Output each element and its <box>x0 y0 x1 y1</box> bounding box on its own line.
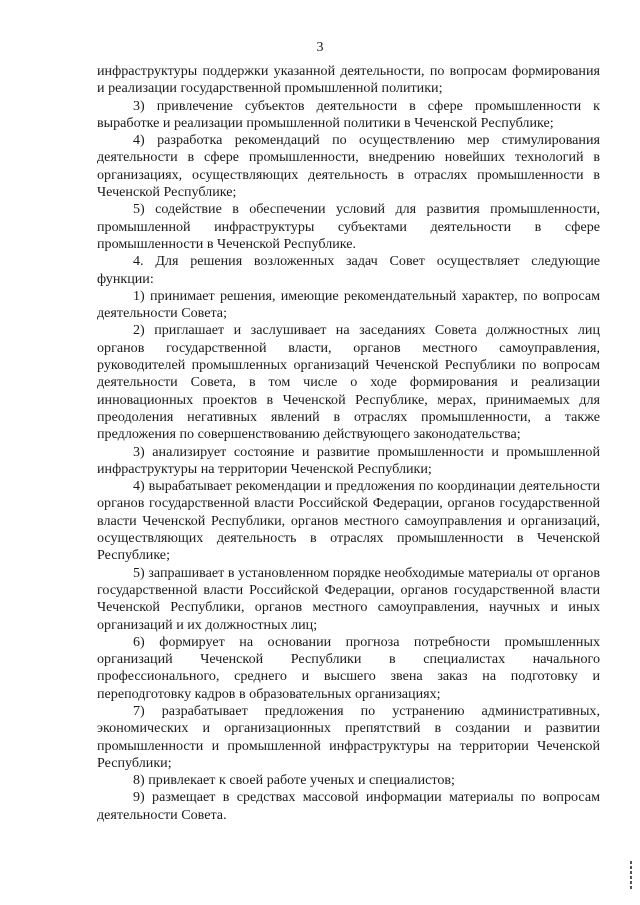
function-item-4: 4) вырабатывает рекомендации и предложения по координации деятельности органов государственной власти Российской Федерации, органов государственной власти Чеченской Республики, органов местного самоуправления и организаций, осуществляющих деятельность в отраслях промышленности в Чеченской Республике; <box>97 478 600 564</box>
paragraph-continuation: инфраструктуры поддержки указанной деятельности, по вопросам формирования и реализации государственной промышленной политики; <box>97 63 600 97</box>
function-item-7: 7) разрабатывает предложения по устранению административных, экономических и организационных препятствий в создании и развитии промышленности и промышленной инфраструктуры на территории Чеченской Республики; <box>97 702 600 771</box>
section-4-heading-paragraph: 4. Для решения возложенных задач Совет осуществляет следующие функции: <box>97 253 600 287</box>
function-item-5: 5) запрашивает в установленном порядке необходимые материалы от органов государственной власти Российской Федерации, органов государственной власти Чеченской Республики, органов местного самоуправления, научных и иных организаций и их должностных лиц; <box>97 564 600 633</box>
paragraph-item-5: 5) содействие в обеспечении условий для развития промышленности, промышленной инфраструктуры субъектами деятельности в сфере промышленности в Чеченской Республике. <box>97 201 600 252</box>
function-item-9: 9) размещает в средствах массовой информации материалы по вопросам деятельности Совета. <box>97 789 600 823</box>
function-item-6: 6) формирует на основании прогноза потребности промышленных организаций Чеченской Республики в специалистах начального профессионального, среднего и высшего звена заказ на подготовку и переподготовку кадров в образовательных организациях; <box>97 633 600 702</box>
page-number: 3 <box>316 40 324 55</box>
document-body <box>97 63 600 824</box>
function-item-3: 3) анализирует состояние и развитие промышленности и промышленной инфраструктуры на территории Чеченской Республики; <box>97 443 600 477</box>
function-item-8: 8) привлекает к своей работе ученых и специалистов; <box>133 772 455 789</box>
paragraph-item-3: 3) привлечение субъектов деятельности в сфере промышленности к выработке и реализации промышленной политики в Чеченской Республике; <box>97 97 600 131</box>
function-item-1: 1) принимает решения, имеющие рекомендательный характер, по вопросам деятельности Совета; <box>97 287 600 322</box>
scan-artifact-mark <box>628 859 634 897</box>
function-item-2: 2) приглашает и заслушивает на заседаниях Совета должностных лиц органов государственной власти, органов местного самоуправления, руководителей промышленных организаций Чеченской Республики по вопросам деятельности Совета, в том числе о ходе формирования и реализации инновационных проектов в Чеченской Республике, мерах, принимаемых для преодоления негативных явлений в отраслях промышленности, а также предложения по совершенствованию действующего законодательства; <box>97 322 600 443</box>
paragraph-item-4: 4) разработка рекомендаций по осуществлению мер стимулирования деятельности в сфере промышленности, внедрению новейших технологий в организациях, осуществляющих деятельность в отраслях промышленности в Чеченской Республике; <box>97 132 600 201</box>
